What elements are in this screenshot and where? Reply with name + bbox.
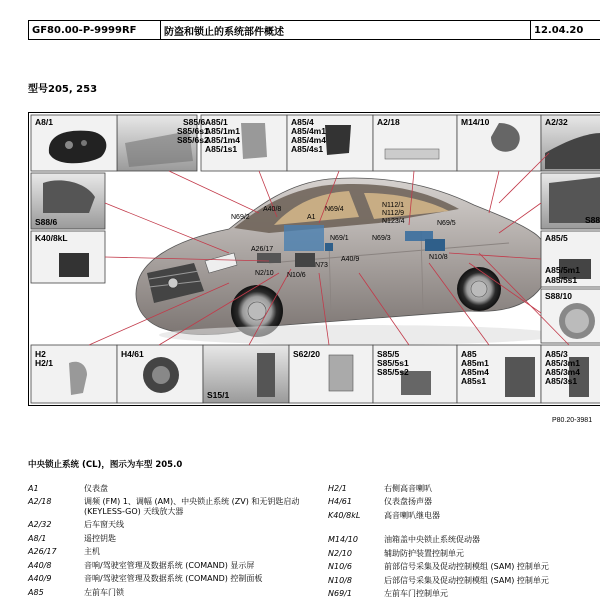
callout-s85-6s2: S85/6s2 <box>177 135 209 145</box>
legend-desc: 右侧高音喇叭 <box>384 484 432 493</box>
legend-left <box>28 484 328 601</box>
legend-code: N2/10 <box>328 548 352 558</box>
callout-s85-5s1: S85/5s1 <box>377 358 409 368</box>
label-n123-4: N123/4 <box>382 218 405 225</box>
callout-a85-1: A85/1 <box>205 117 228 127</box>
legend-row <box>328 484 600 493</box>
legend-code: A40/9 <box>28 574 52 584</box>
legend-desc: 左前车门锁 <box>84 587 124 597</box>
doc-code: GF80.00-P-9999RF <box>29 21 161 39</box>
legend-row <box>28 484 328 493</box>
label-n69-2: N69/2 <box>231 214 250 221</box>
figure-reference: P80.20-3981 <box>552 417 593 424</box>
callout-a85-3m4: A85/3m4 <box>545 367 580 377</box>
legend-code: A2/32 <box>28 520 52 530</box>
label-a40-9: A40/9 <box>341 256 360 263</box>
callout-a85m1: A85m1 <box>461 358 489 368</box>
callout-s15-1: S15/1 <box>207 390 230 400</box>
legend-row <box>328 589 600 598</box>
legend-code: H4/61 <box>328 497 352 507</box>
callout-a85s1: A85s1 <box>461 376 487 386</box>
legend-row <box>28 574 328 583</box>
legend-desc: 后部信号采集及促动控制模组 (SAM) 控制单元 <box>384 575 549 585</box>
doc-title: 防盗和锁止的系统部件概述 <box>161 21 531 39</box>
legend-row <box>328 549 600 558</box>
callout-a85-5m1: A85/5m1 <box>545 265 580 275</box>
legend-desc: 高音喇叭继电器 <box>384 510 440 520</box>
legend-row <box>328 497 600 506</box>
legend-code: A2/18 <box>28 497 52 507</box>
legend-desc: 音响/驾驶室管理及数据系统 (COMAND) 显示屏 <box>84 560 255 570</box>
model-heading: 型号205, 253 <box>28 84 98 95</box>
legend-desc: 油箱盖中央锁止系统促动器 <box>384 535 480 545</box>
callout-k40-8kl: K40/8kL <box>35 233 68 243</box>
legend-code: A8/1 <box>28 533 47 543</box>
callout-s62-20: S62/20 <box>293 349 320 359</box>
legend-row <box>328 576 600 585</box>
callout-a85-1s1: A85/1s1 <box>205 144 238 154</box>
legend-desc: 遥控钥匙 <box>84 533 116 543</box>
legend-desc: 仪表盘扬声器 <box>384 497 432 507</box>
legend-row <box>328 562 600 571</box>
callout-a85m4: A85m4 <box>461 367 489 377</box>
callout-s85-6s1: S85/6s1 <box>177 126 209 136</box>
legend-desc: 后车窗天线 <box>84 520 124 530</box>
legend-desc: 仪表盘 <box>84 484 108 493</box>
label-n69-4: N69/4 <box>325 206 344 213</box>
legend-desc: 辅助防护装置控制单元 <box>384 548 464 558</box>
section-title: 中央锁止系统 (CL)，图示为车型 205.0 <box>28 460 183 470</box>
label-a26-17: A26/17 <box>251 246 274 253</box>
callout-a85-5: A85/5 <box>545 233 568 243</box>
callout-a85-5s1: A85/5s1 <box>545 275 578 285</box>
legend-code: A85 <box>28 587 44 597</box>
legend-code: A1 <box>28 484 39 493</box>
callout-s85-6: S85/6 <box>183 117 206 127</box>
legend-row <box>28 534 328 543</box>
callout-s85-5s2: S85/5s2 <box>377 367 409 377</box>
legend-row <box>328 511 600 520</box>
legend-desc: 左前车门控制单元 <box>384 589 448 599</box>
callout-h2: H2 <box>35 349 46 359</box>
car-diagram <box>29 113 600 405</box>
label-n69-3: N69/3 <box>372 235 391 242</box>
callout-a85-4m4: A85/4m4 <box>291 135 326 145</box>
legend-row <box>28 520 328 529</box>
label-a40-8: A40/8 <box>263 206 282 213</box>
label-n112-9: N112/9 <box>382 210 405 217</box>
component-overview-figure <box>28 112 600 406</box>
callout-s88-6: S88/6 <box>35 217 58 227</box>
callout-s85-5: S85/5 <box>377 349 400 359</box>
label-n73: N73 <box>315 262 328 269</box>
callout-a8-1: A8/1 <box>35 117 53 127</box>
document-header <box>28 20 600 40</box>
legend-desc: 调频 (FM) 1、调幅 (AM)、中央锁止系统 (ZV) 和无钥匙启动 (KEYLESS-GO) 天线放大器 <box>84 497 300 516</box>
legend-code: M14/10 <box>328 535 358 545</box>
callout-h2-1: H2/1 <box>35 358 53 368</box>
callout-a85-4: A85/4 <box>291 117 314 127</box>
callout-a2-32: A2/32 <box>545 117 568 127</box>
callout-a85-4s1: A85/4s1 <box>291 144 324 154</box>
callout-a85-3m1: A85/3m1 <box>545 358 580 368</box>
legend-desc: 音响/驾驶室管理及数据系统 (COMAND) 控制面板 <box>84 574 263 584</box>
legend-row <box>28 561 328 570</box>
legend-row <box>28 497 328 515</box>
legend-code: A40/8 <box>28 560 52 570</box>
label-a1: A1 <box>307 214 316 221</box>
callout-s88-10: S88/10 <box>545 291 572 301</box>
legend-code: N10/6 <box>328 562 352 572</box>
legend-right <box>328 484 600 603</box>
doc-date: 12.04.20 <box>534 24 584 36</box>
callout-a85-3: A85/3 <box>545 349 568 359</box>
callout-a85-1m4: A85/1m4 <box>205 135 240 145</box>
legend-desc: 前部信号采集及促动控制模组 (SAM) 控制单元 <box>384 562 549 572</box>
callout-a2-18: A2/18 <box>377 117 400 127</box>
callout-a85-1m1: A85/1m1 <box>205 126 240 136</box>
callout-a85: A85 <box>461 349 477 359</box>
callout-a85-4m1: A85/4m1 <box>291 126 326 136</box>
legend-code: K40/8kL <box>328 510 361 520</box>
legend-row <box>28 547 328 556</box>
legend-code: A26/17 <box>28 547 57 557</box>
legend-code: N10/8 <box>328 575 352 585</box>
label-n10-8: N10/8 <box>429 254 448 261</box>
legend-code: N69/1 <box>328 589 352 599</box>
label-n69-1: N69/1 <box>330 235 349 242</box>
label-n112-1: N112/1 <box>382 202 405 209</box>
callout-a85-3s1: A85/3s1 <box>545 376 578 386</box>
label-n10-6: N10/6 <box>287 272 306 279</box>
legend-code: H2/1 <box>328 484 347 493</box>
callout-h4-61: H4/61 <box>121 349 144 359</box>
callout-m14-10: M14/10 <box>461 117 490 127</box>
label-n69-5: N69/5 <box>437 220 456 227</box>
callout-s88: S88 <box>585 215 600 225</box>
legend-desc: 主机 <box>84 547 100 557</box>
label-n2-10: N2/10 <box>255 270 274 277</box>
legend-row <box>28 588 328 597</box>
legend-row <box>328 535 600 544</box>
